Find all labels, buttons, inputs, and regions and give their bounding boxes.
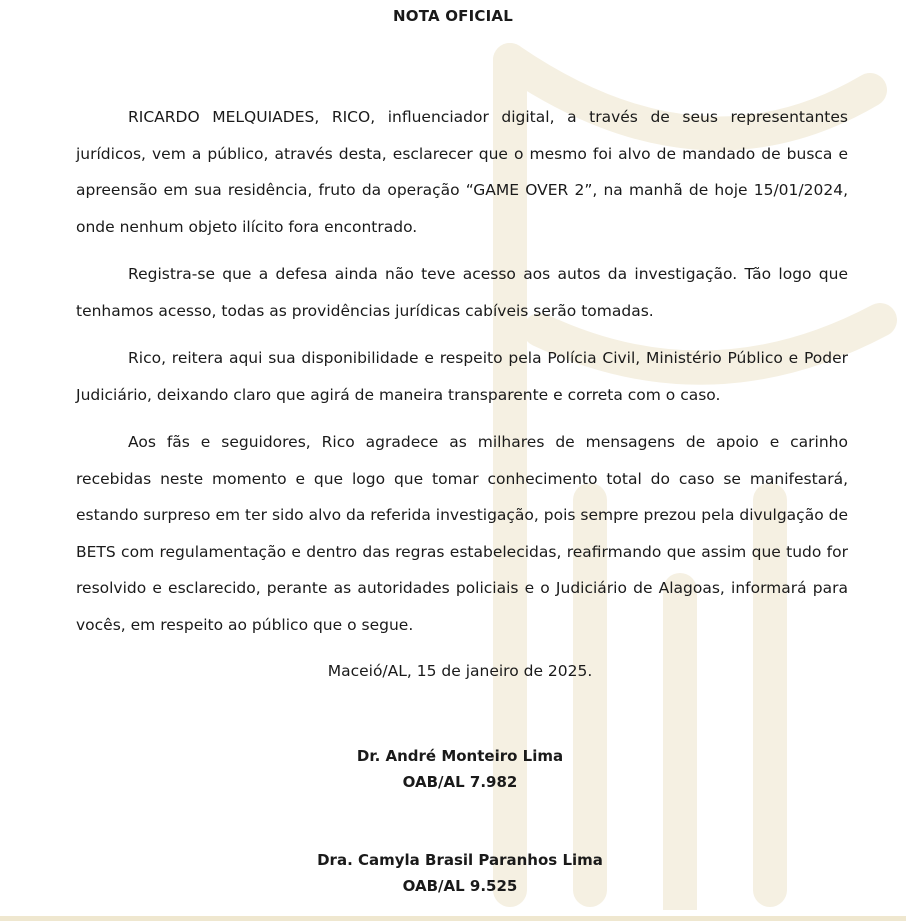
paragraph-4: Aos fãs e seguidores, Rico agradece as milhares de mensagens de apoio e carinho recebidas neste momento e que logo que tomar conhecimento total do caso se manifestará, estando surpreso em ter sido alvo da referida investigação, pois sempre prezou pela divulgação de BETS com regulamentação e dentro das regras estabelecidas, reafirmando que assim que tudo for resolvido e esclarecido, perante as autoridades policiais e o Judiciário de Alagoas, informará para vocês, em respeito ao público que o segue.: [76, 433, 848, 634]
document-title: NOTA OFICIAL: [393, 7, 513, 25]
signatory-name: Dr. André Monteiro Lima: [356, 747, 564, 765]
paragraph-2: Registra-se que a defesa ainda não teve acesso aos autos da investigação. Tão logo que tenhamos acesso, todas as providências jurídicas cabíveis serão tomadas.: [76, 265, 848, 320]
signatory-oab: OAB/AL 9.525: [402, 877, 518, 895]
signatory-name: Dra. Camyla Brasil Paranhos Lima: [317, 851, 603, 869]
bottom-border: [0, 916, 906, 921]
signature-block-1: [0, 743, 906, 795]
date-line: Maceió/AL, 15 de janeiro de 2025.: [327, 662, 593, 680]
signature-block-2: [0, 847, 906, 899]
signatory-oab: OAB/AL 7.982: [402, 773, 518, 791]
paragraph-1: RICARDO MELQUIADES, RICO, influenciador digital, a través de seus representantes jurídicos, vem a público, através desta, esclarecer que o mesmo foi alvo de mandado de busca e apreensão em sua residência, fruto da operação “GAME OVER 2”, na manhã de hoje 15/01/2024, onde nenhum objeto ilícito fora encontrado.: [76, 108, 848, 236]
document-body: [76, 99, 848, 654]
paragraph-3: Rico, reitera aqui sua disponibilidade e respeito pela Polícia Civil, Ministério Público e Poder Judiciário, deixando claro que agirá de maneira transparente e correta com o caso.: [76, 349, 848, 404]
